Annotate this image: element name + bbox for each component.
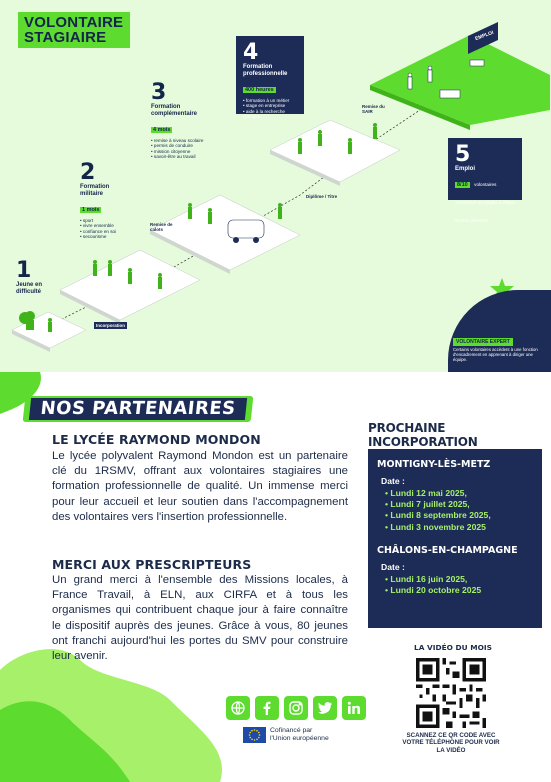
step-item: • sport <box>80 218 126 223</box>
city-name: MONTIGNY-LÈS-METZ <box>377 459 491 470</box>
step-item: • stage en entreprise <box>243 103 298 108</box>
step-number: 2 <box>80 160 96 185</box>
step-label: Emploi <box>455 166 476 172</box>
eu-text-line-2: l'Union européenne <box>270 735 329 742</box>
step-4-card <box>236 36 304 120</box>
tag-diplome: Diplôme / Titre <box>306 194 338 199</box>
eu-text-line-1: Cofinancé par <box>270 727 313 734</box>
linkedin-icon[interactable] <box>342 696 366 720</box>
step-items <box>80 218 126 240</box>
step-label: Formation professionnelle <box>243 64 288 77</box>
title-line-2: STAGIAIRE <box>24 29 107 46</box>
prescripteurs-title: MERCI AUX PRESCRIPTEURS <box>52 557 252 572</box>
partners-heading: NOS PARTENAIRES <box>29 398 247 420</box>
infographic-title <box>18 12 130 48</box>
date-item: • Lundi 20 octobre 2025 <box>385 585 533 596</box>
eu-cofunding <box>243 727 329 743</box>
step-duration: 4 mois <box>153 127 171 133</box>
step-label: Formation militaire <box>80 184 110 197</box>
prescripteurs-text: Un grand merci à l'ensemble des Missions locales, à France Travail, à ELN, aux CIRFA et à tous les organismes qui contribuent chaque jour à faire connaître le dispositif auprès des jeunes. Grâce à vous, 80 jeunes ont franchi aujourd'hui les portes du SMV pour construire leur avenir. <box>52 574 348 663</box>
date-item: • Lundi 7 juillet 2025, <box>385 499 533 510</box>
video-title: LA VIDÉO DU MOIS <box>414 643 492 652</box>
step-2 <box>80 162 126 240</box>
tag-remise-sair: Remise du SAIR <box>362 104 385 114</box>
employment-stat: 8/10 <box>457 182 468 188</box>
step-item: • permis de conduire <box>151 143 211 148</box>
tag-incorporation: Incorporation <box>96 323 125 328</box>
step-item: • vivre ensemble <box>80 223 126 228</box>
date-item: • Lundi 16 juin 2025, <box>385 574 533 585</box>
step-items <box>151 138 211 160</box>
step-duration: 1 mois <box>82 207 100 213</box>
step-item: • aide à la recherche d'emploi <box>243 109 298 120</box>
expert-text: Certains volontaires accèdent à une fonction d'encadrement en apprenant à diriger une équipe. <box>453 347 538 362</box>
qr-instructions: SCANNEZ CE QR CODE AVEC VOTRE TÉLÉPHONE POUR VOIR LA VIDÉO <box>402 732 500 754</box>
city-name: CHÂLONS-EN-CHAMPAGNE <box>377 544 518 556</box>
step-item: • secourisme <box>80 234 126 239</box>
date-list <box>385 488 533 533</box>
lycee-text: Le lycée polyvalent Raymond Mondon est un partenaire clé du 1RSMV, offrant aux volontaires stagiaires une formation professionnelle de qualité. Un immense merci pour leur accueil et leur soutien dans l'accompagnement des volontaires vers l'insertion professionnelle. <box>52 450 348 523</box>
step-label: Formation complémentaire <box>151 104 198 117</box>
date-label: Date : <box>381 561 405 572</box>
step-number: 1 <box>16 258 32 283</box>
step-number: 3 <box>151 80 167 105</box>
date-item: • Lundi 3 novembre 2025 <box>385 522 533 533</box>
step-item: • confiance en soi <box>80 229 126 234</box>
date-item: • Lundi 12 mai 2025, <box>385 488 533 499</box>
eu-text <box>270 727 329 743</box>
next-incorporation-box <box>368 449 542 628</box>
step-3 <box>151 82 211 160</box>
step-item: • savoir-être au travail <box>151 154 211 159</box>
step-number: 5 <box>455 142 471 167</box>
social-links <box>226 696 366 720</box>
tag-remise: Remise de calots <box>150 222 173 232</box>
web-icon[interactable] <box>226 696 250 720</box>
step-1 <box>16 260 50 296</box>
next-incorporation-title: PROCHAINE INCORPORATION <box>368 421 478 449</box>
step-item: • remise à niveau scolaire <box>151 138 211 143</box>
date-list <box>385 574 533 596</box>
step-items <box>243 98 298 120</box>
title-line-1: VOLONTAIRE <box>24 14 124 31</box>
step-number: 4 <box>243 40 259 65</box>
step-label: Jeune en difficulté <box>16 282 43 295</box>
expert-label: VOLONTAIRE EXPERT <box>453 338 513 346</box>
emploi-sign: EMPLOI <box>474 29 495 43</box>
date-item: • Lundi 8 septembre 2025, <box>385 510 533 521</box>
step-duration: 400 heures <box>245 87 274 93</box>
employment-stat-text: volontaires obtiennent un emploi à l'issue de leur parcours <box>455 182 516 223</box>
facebook-icon[interactable] <box>255 696 279 720</box>
career-path-infographic <box>0 0 551 372</box>
date-label: Date : <box>381 476 405 486</box>
step-item: • formation à un métier <box>243 98 298 103</box>
qr-code[interactable] <box>416 658 486 728</box>
instagram-icon[interactable] <box>284 696 308 720</box>
step-item: • mission citoyenne <box>151 149 211 154</box>
step-5-card <box>448 138 522 223</box>
eu-flag-icon <box>243 727 266 743</box>
twitter-icon[interactable] <box>313 696 337 720</box>
lycee-title: LE LYCÉE RAYMOND MONDON <box>52 432 261 447</box>
